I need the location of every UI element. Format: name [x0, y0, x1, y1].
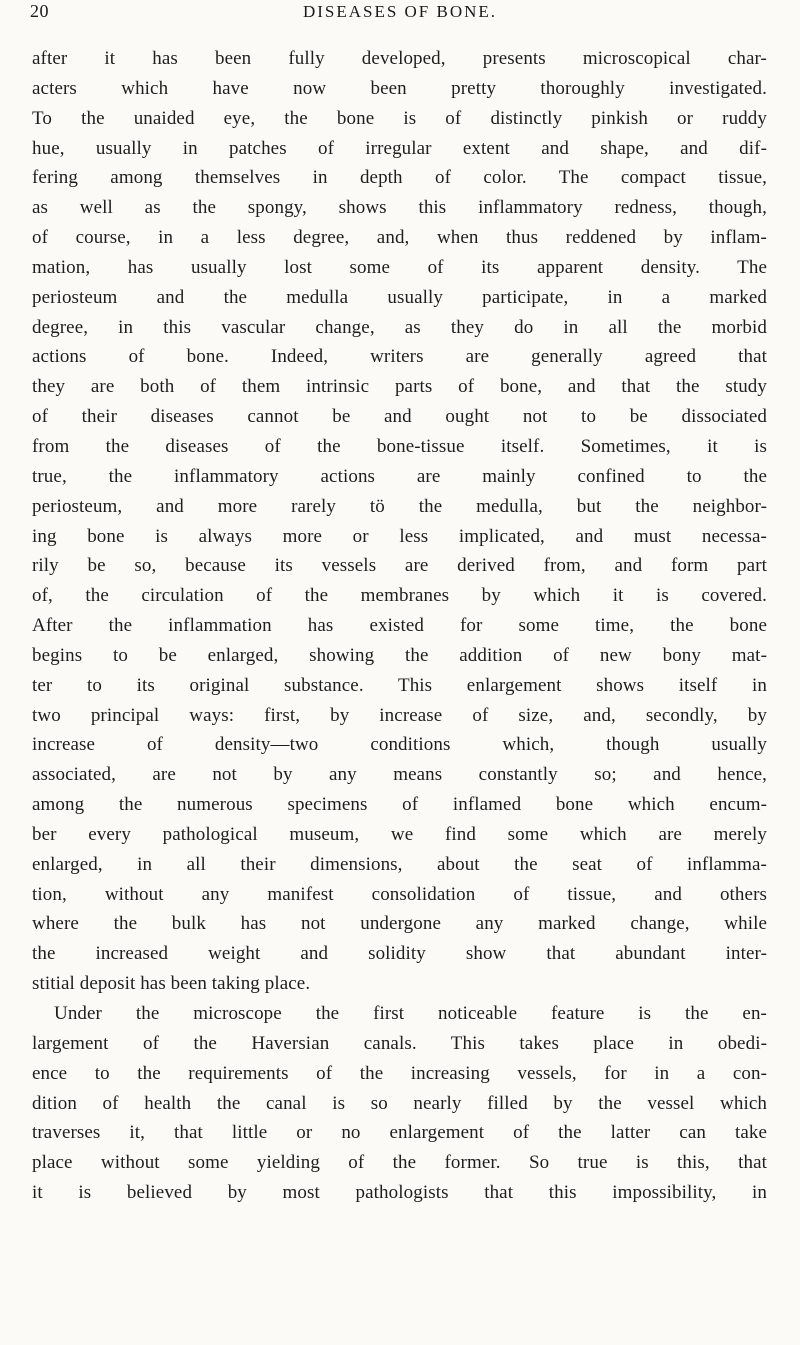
- text-line: After the inflammation has existed for some time, the bone: [32, 615, 767, 637]
- text-line: after it has been fully developed, presents microscopical char-: [32, 48, 767, 69]
- text-line: ter to its original substance. This enlargement shows itself in: [32, 674, 767, 696]
- text-line: actions of bone. Indeed, writers are generally agreed that: [32, 346, 767, 368]
- text-line: hue, usually in patches of irregular extent and shape, and dif-: [32, 137, 767, 159]
- text-line: two principal ways: first, by increase of size, and, secondly, by: [32, 704, 767, 726]
- text-line: ing bone is always more or less implicated, and must necessa-: [32, 525, 767, 547]
- text-line: stitial deposit has been taking place.: [32, 973, 311, 995]
- text-line: they are both of them intrinsic parts of bone, and that the study: [32, 376, 767, 398]
- text-line: begins to be enlarged, showing the addition of new bony mat-: [32, 644, 767, 666]
- text-line: enlarged, in all their dimensions, about the seat of inflamma-: [32, 853, 767, 875]
- running-head: DISEASES OF BONE.: [302, 2, 498, 21]
- text-line: ber every pathological museum, we find some which are merely: [32, 823, 767, 845]
- text-line: increase of density—two conditions which, though usually: [32, 734, 767, 756]
- text-line: of their diseases cannot be and ought not to be dissociated: [32, 406, 767, 428]
- text-line: tion, without any manifest consolidation of tissue, and others: [32, 883, 767, 905]
- text-line: acters which have now been pretty thoroughly investigated.: [32, 77, 767, 99]
- body-text: [32, 44, 767, 1208]
- text-line: mation, has usually lost some of its apparent density. The: [32, 256, 767, 278]
- text-line: the increased weight and solidity show that abundant inter-: [32, 943, 767, 965]
- text-line: among the numerous specimens of inflamed bone which encum-: [32, 794, 767, 816]
- text-line: associated, are not by any means constantly so; and hence,: [32, 764, 767, 786]
- text-line: Under the microscope the first noticeable feature is the en-: [54, 1003, 767, 1024]
- text-line: where the bulk has not undergone any marked change, while: [32, 913, 767, 935]
- text-line: periosteum, and more rarely tö the medulla, but the neighbor-: [32, 495, 767, 517]
- text-line: largement of the Haversian canals. This takes place in obedi-: [32, 1032, 767, 1054]
- text-line: dition of health the canal is so nearly filled by the vessel which: [32, 1092, 767, 1114]
- text-line: of course, in a less degree, and, when thus reddened by inflam-: [32, 227, 767, 249]
- text-line: true, the inflammatory actions are mainly confined to the: [32, 465, 767, 487]
- text-line: degree, in this vascular change, as they do in all the morbid: [32, 316, 767, 338]
- text-line: from the diseases of the bone-tissue itself. Sometimes, it is: [32, 435, 767, 457]
- text-line: traverses it, that little or no enlargement of the latter can take: [32, 1122, 767, 1144]
- text-line: of, the circulation of the membranes by which it is covered.: [32, 585, 767, 607]
- page-header: [0, 0, 800, 26]
- text-line: it is believed by most pathologists that this impossibility, in: [32, 1182, 767, 1204]
- text-line: fering among themselves in depth of color. The compact tissue,: [32, 167, 767, 189]
- text-line: periosteum and the medulla usually participate, in a marked: [32, 286, 767, 308]
- text-line: place without some yielding of the former. So true is this, that: [32, 1152, 767, 1174]
- text-line: as well as the spongy, shows this inflammatory redness, though,: [32, 197, 767, 219]
- text-line: To the unaided eye, the bone is of distinctly pinkish or ruddy: [32, 107, 767, 129]
- text-line: rily be so, because its vessels are derived from, and form part: [32, 555, 767, 577]
- text-line: ence to the requirements of the increasing vessels, for in a con-: [32, 1062, 767, 1084]
- page-number: 20: [30, 1, 49, 21]
